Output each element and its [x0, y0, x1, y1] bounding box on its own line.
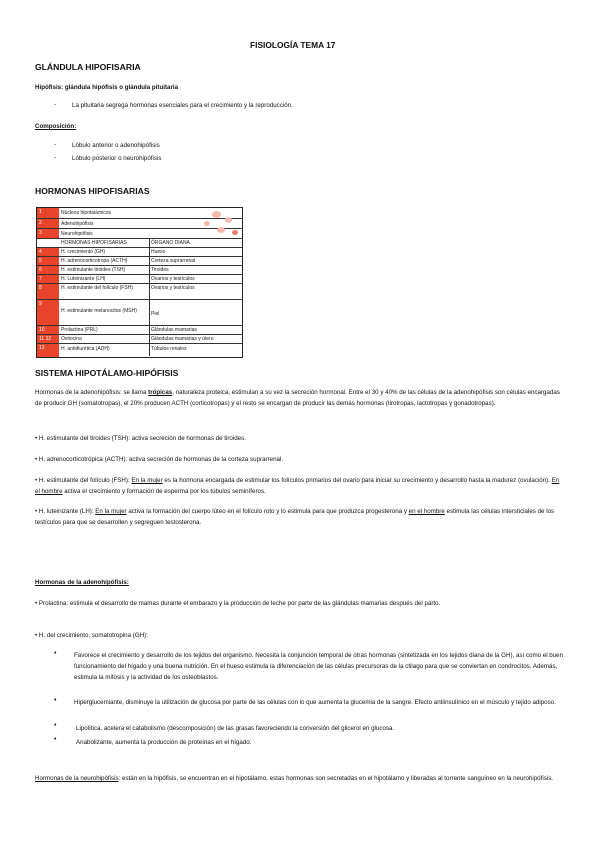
neurohipofisis-paragraph	[35, 773, 565, 784]
row-number: 5	[37, 257, 59, 266]
hormone-name: H. crecimiento (GH)	[61, 249, 106, 255]
adenohipofisis-hormones-heading: Hormonas de la adenohipófisis:	[35, 579, 129, 586]
composicion-item: Lóbulo anterior o adenohipófisis	[72, 142, 160, 149]
target-organ: Piel	[151, 311, 160, 317]
row-number: 7	[37, 275, 59, 284]
text-run: • H. estimulante del folículo (FSH):	[35, 477, 132, 484]
cell-blob	[225, 217, 232, 223]
gh-item: Anabolizante, aumenta la producción de proteínas en el hígado.	[76, 739, 252, 746]
cell-blob	[217, 227, 225, 233]
dash-marker: -	[54, 141, 57, 148]
composicion-heading: Composición:	[35, 123, 77, 130]
bullet-dot: •	[54, 650, 57, 657]
neurohipofisis-term: Hormonas de la neurohipófisis	[35, 775, 119, 782]
target-organ: Corteza suprarrenal	[151, 258, 196, 264]
text-run: Hormonas de la adenohipófisis: se llama	[35, 389, 149, 396]
header-hormonas: HORMONAS HIPOFISARIAS	[61, 240, 127, 246]
bullet-dot: •	[54, 722, 57, 729]
text-run: • H. luteinizante (LH):	[35, 508, 96, 515]
text-run: , naturaleza proteica, estimulan a su vez la secreción hormonal. Entre el 30 y 40% de las células de la adenohipófisis son células encargadas de producir GH (somatotropas), el 20% producen ACTH (corticotropas) y el resto se encargan de producir las demás hormonas (tirotropas, lactotropas y gonadotropas).	[35, 389, 560, 407]
text-run: : están en la hipófisis, se encuentran en el hipotálamo, estas hormonas son secretadas en el hipotálamo y liberadas al torrente sanguíneo en la neurohipófisis.	[118, 775, 554, 782]
target-organ: Ovarios y testículos	[151, 285, 195, 291]
row-number: 1	[37, 208, 59, 218]
row-number: 13	[37, 344, 59, 357]
table-row	[37, 299, 242, 326]
bullet-dot: •	[54, 736, 57, 743]
text-run: es la hormona encargada de estimular los folículos primarios del ovario para iniciar su crecimiento y desarrollo hasta la madurez (ovulación).	[162, 477, 552, 484]
bullet-fsh	[35, 475, 565, 497]
pituitaria-bullet: La pituitaria segrega hormonas esenciales para el crecimiento y la reproducción.	[72, 102, 293, 109]
bullet-tsh: • H. estimulante del tiroides (TSH): activa secreción de hormonas de tiroides.	[35, 435, 246, 442]
target-organ: Glándulas mamarias y útero	[151, 336, 214, 342]
row-number: 8	[37, 284, 59, 300]
bullet-acth: • H. adrenocorticotrópica (ACTH): activa secreción de hormonas de la corteza suprarrenal.	[35, 456, 284, 463]
dash-marker: -	[54, 154, 57, 161]
hormone-name: Oxitocina	[61, 336, 82, 342]
row-number: 9	[37, 300, 59, 326]
row-number: 3	[37, 229, 59, 239]
target-organ: Ovarios y testículos	[151, 276, 195, 282]
legend-label: Neurohipófisis	[61, 231, 93, 237]
column-divider	[149, 238, 150, 356]
hipofisis-definition: Hipófisis: glándula hipófisis o glándula pituitaria	[35, 84, 179, 91]
hormone-name: H. estimulante del folículo (FSH)	[61, 285, 133, 291]
bullet-lh	[35, 506, 565, 528]
paragraph-adenohipofisis	[35, 387, 565, 409]
target-organ: Túbulos renales	[151, 346, 187, 352]
target-organ: Glándulas mamarias	[151, 327, 197, 333]
target-organ: Hueso	[151, 249, 166, 255]
underlined-term: en el hombre	[408, 508, 445, 515]
row-number: 11 12	[37, 335, 59, 344]
text-run: activa el crecimiento y formación de esperma por los túbulos seminíferos.	[62, 488, 266, 495]
underlined-term: En la mujer	[131, 477, 163, 484]
legend-label: Adenohipófisis	[61, 221, 94, 227]
header-organo: ÓRGANO DIANA	[151, 240, 190, 246]
text-run: activa la formación del cuerpo lúteo en el folículo roto y lo estimula para que produzca progesterona y	[126, 508, 409, 515]
cell-blob	[212, 211, 221, 218]
table-row	[37, 343, 242, 357]
gh-item: Favorece el crecimiento y desarrollo de los tejidos del organismo. Necesita la conjunción temporal de otras hormonas (sintetizada en los tejidos diana de la GH), así como el buen funcionamiento del hígado y una buena nutrición. En el hueso estimula la diferenciación de las células precursoras de la ctilago para que se conviertan en condrocitos. Además, estimula la mitosis y la actividad de los osteoblastos.	[74, 652, 564, 681]
legend-label: Núcleos hipotalámicos	[61, 210, 112, 216]
target-organ: Tiroides	[151, 267, 169, 273]
dash-marker: -	[54, 101, 57, 108]
composicion-item: Lóbulo posterior o neurohipófisis	[72, 155, 162, 162]
tropicas-term: trópicas	[148, 389, 173, 396]
section-heading-hormonas: HORMONAS HIPOFISARIAS	[35, 186, 150, 196]
hormone-name: H. Luteinizante (LH)	[61, 276, 106, 282]
cell-blob	[204, 221, 210, 226]
hormone-name: Prolactina (PRL)	[61, 327, 98, 333]
row-number: 4	[37, 248, 59, 257]
underlined-term: En la mujer	[95, 508, 127, 515]
gh-item: Hiperglucemiante, disminuye la utilización de glucosa por parte de las células con lo que aumenta la glucemia de la sangre. Efecto antiinsulínico en el músculo y tejido adiposo.	[74, 699, 556, 706]
gh-heading: • H. del crecimiento, somatotropina (GH):	[35, 632, 148, 639]
bullet-dot: •	[54, 697, 57, 704]
section-heading-glandula: GLÁNDULA HIPOFISARIA	[35, 62, 141, 72]
row-number: 6	[37, 266, 59, 275]
hormone-name: H. estimulante melanocitos (MSH)	[61, 308, 137, 314]
document-title: FISIOLOGÍA TEMA 17	[250, 40, 336, 50]
cell-blob	[232, 230, 238, 235]
hormone-name: H. antidiurética (ADH)	[61, 346, 110, 352]
section-heading-sistema: SISTEMA HIPOTÁLAMO-HIPÓFISIS	[35, 368, 179, 378]
text-run: estimula las células intersticiales de los testículos para que se desarrollen y segreguen testosterona.	[35, 508, 555, 526]
row-number: 10	[37, 326, 59, 335]
gh-item: Lipolítica, acelera el catabolismo (descomposición) de las grasas favoreciendo la conversión del glicerol en glucosa.	[76, 725, 395, 732]
row-number: 2	[37, 219, 59, 229]
cells-illustration	[198, 209, 243, 241]
hormone-name: H. estimulante tiroides (TSH)	[61, 267, 126, 273]
hormone-name: H. adrenocorticotropa (ACTH)	[61, 258, 128, 264]
table-row	[37, 283, 242, 300]
prolactina-bullet: • Prolactina: estimula el desarrollo de mamas durante el embarazo y la producción de leche por parte de las glándulas mamarias después del parto.	[35, 600, 441, 607]
underlined-term: En el hombre	[35, 477, 560, 495]
